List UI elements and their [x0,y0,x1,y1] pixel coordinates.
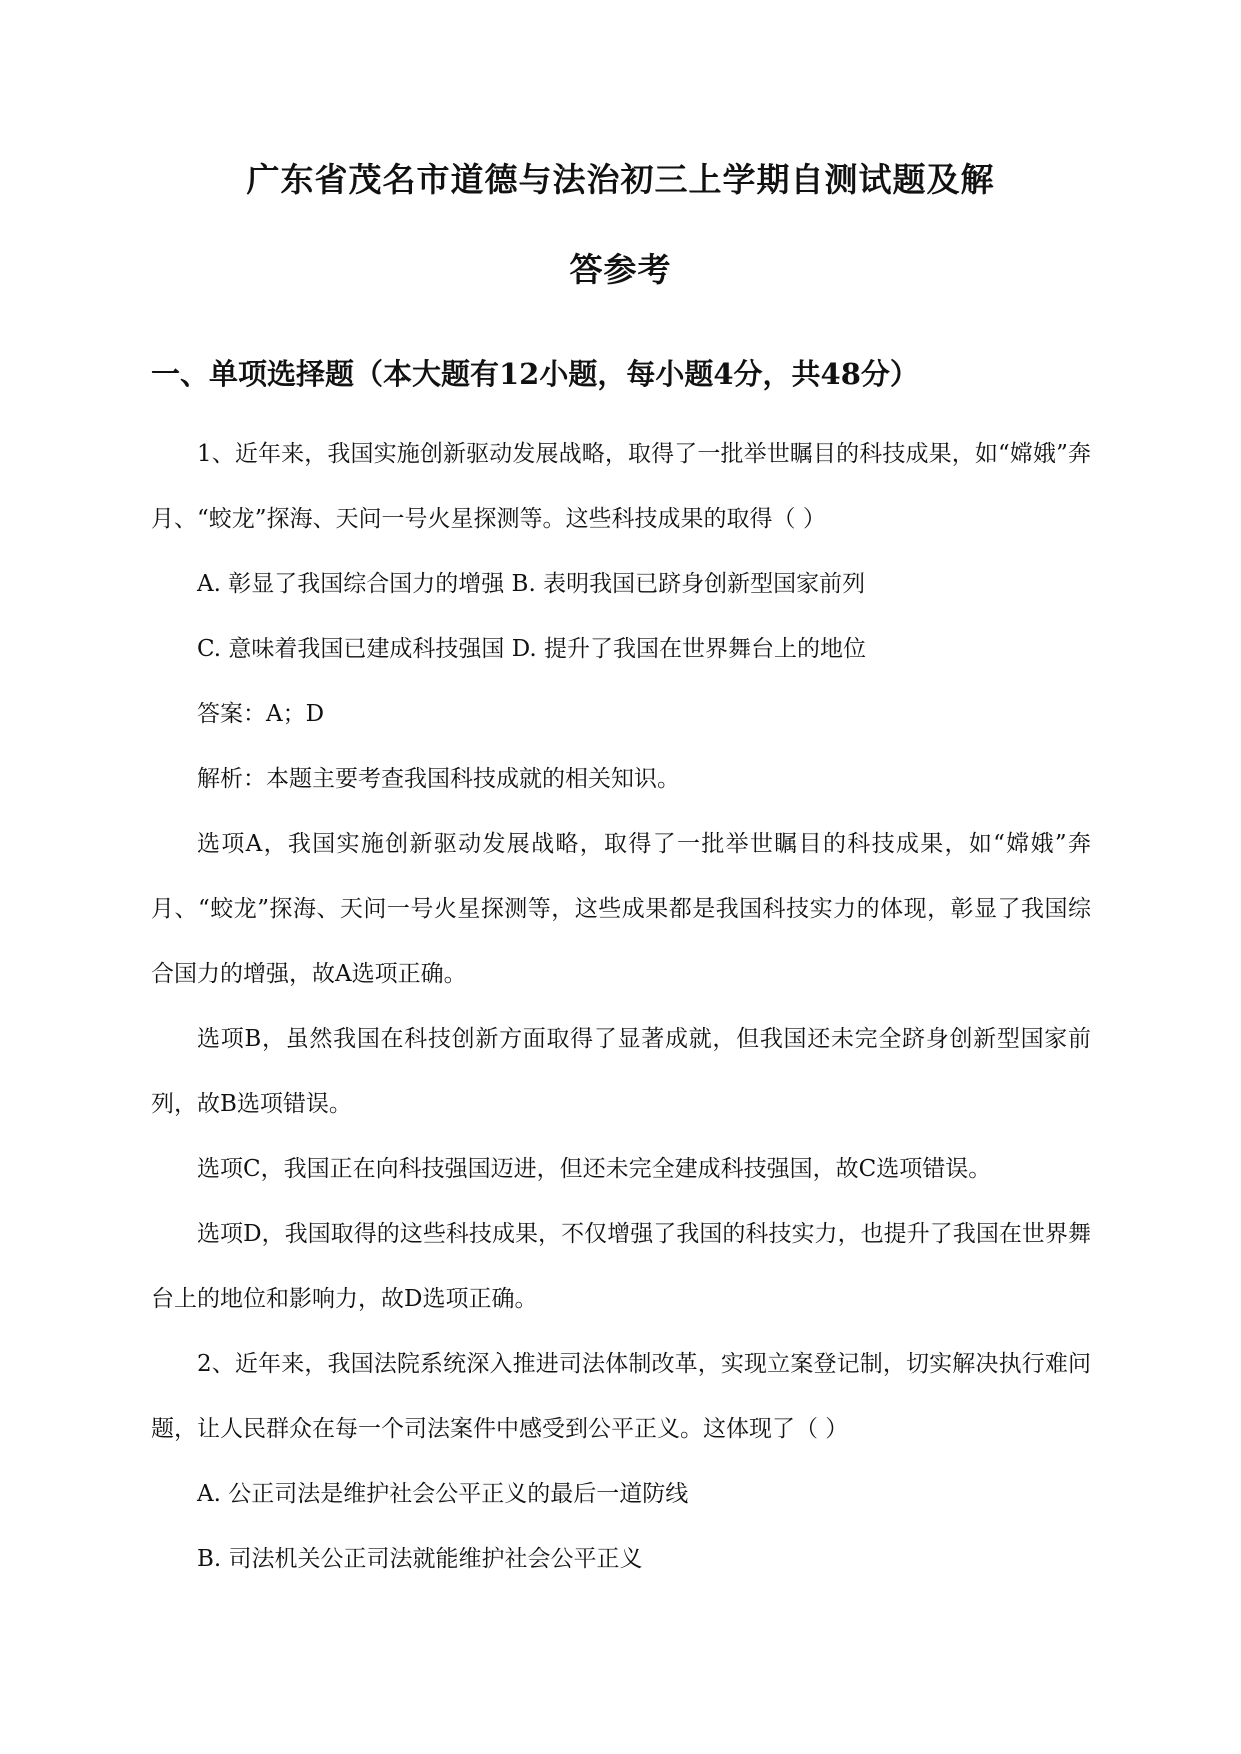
question-1-explain-d: 选项D，我国取得的这些科技成果，不仅增强了我国的科技实力，也提升了我国在世界舞台上的地位和影响力，故D选项正确。 [151,1221,1091,1312]
question-2-option-b: B. 司法机关公正司法就能维护社会公平正义 [197,1546,643,1572]
question-1-explain-b: 选项B，虽然我国在科技创新方面取得了显著成就，但我国还未完全跻身创新型国家前列，故B选项错误。 [151,1026,1091,1117]
document-title-line-2: 答参考 [569,250,672,289]
question-1-options-cd: C. 意味着我国已建成科技强国 D. 提升了我国在世界舞台上的地位 [197,636,866,662]
question-1-answer: 答案：A；D [197,701,325,727]
question-1-explain-c: 选项C，我国正在向科技强国迈进，但还未完全建成科技强国，故C选项错误。 [197,1156,992,1182]
question-1-options-ab: A. 彰显了我国综合国力的增强 B. 表明我国已跻身创新型国家前列 [197,571,866,597]
question-1-explain-a: 选项A，我国实施创新驱动发展战略，取得了一批举世瞩目的科技成果，如“嫦娥”奔月、“蛟龙”探海、天问一号火星探测等，这些成果都是我国科技实力的体现，彰显了我国综合国力的增强，故A选项正确。 [151,831,1091,987]
document-body [151,422,1091,1592]
question-1-analysis: 解析：本题主要考查我国科技成就的相关知识。 [197,766,680,792]
document-title-line-1: 广东省茂名市道德与法治初三上学期自测试题及解 [246,160,995,199]
section-heading: 一、单项选择题（本大题有12小题，每小题4分，共48分） [151,357,919,391]
question-2-stem: 2、近年来，我国法院系统深入推进司法体制改革，实现立案登记制，切实解决执行难问题，让人民群众在每一个司法案件中感受到公平正义。这体现了（ ） [151,1351,1091,1442]
question-1-stem: 1、近年来，我国实施创新驱动发展战略，取得了一批举世瞩目的科技成果，如“嫦娥”奔月、“蛟龙”探海、天问一号火星探测等。这些科技成果的取得（ ） [151,441,1091,532]
question-2-option-a: A. 公正司法是维护社会公平正义的最后一道防线 [197,1481,689,1507]
